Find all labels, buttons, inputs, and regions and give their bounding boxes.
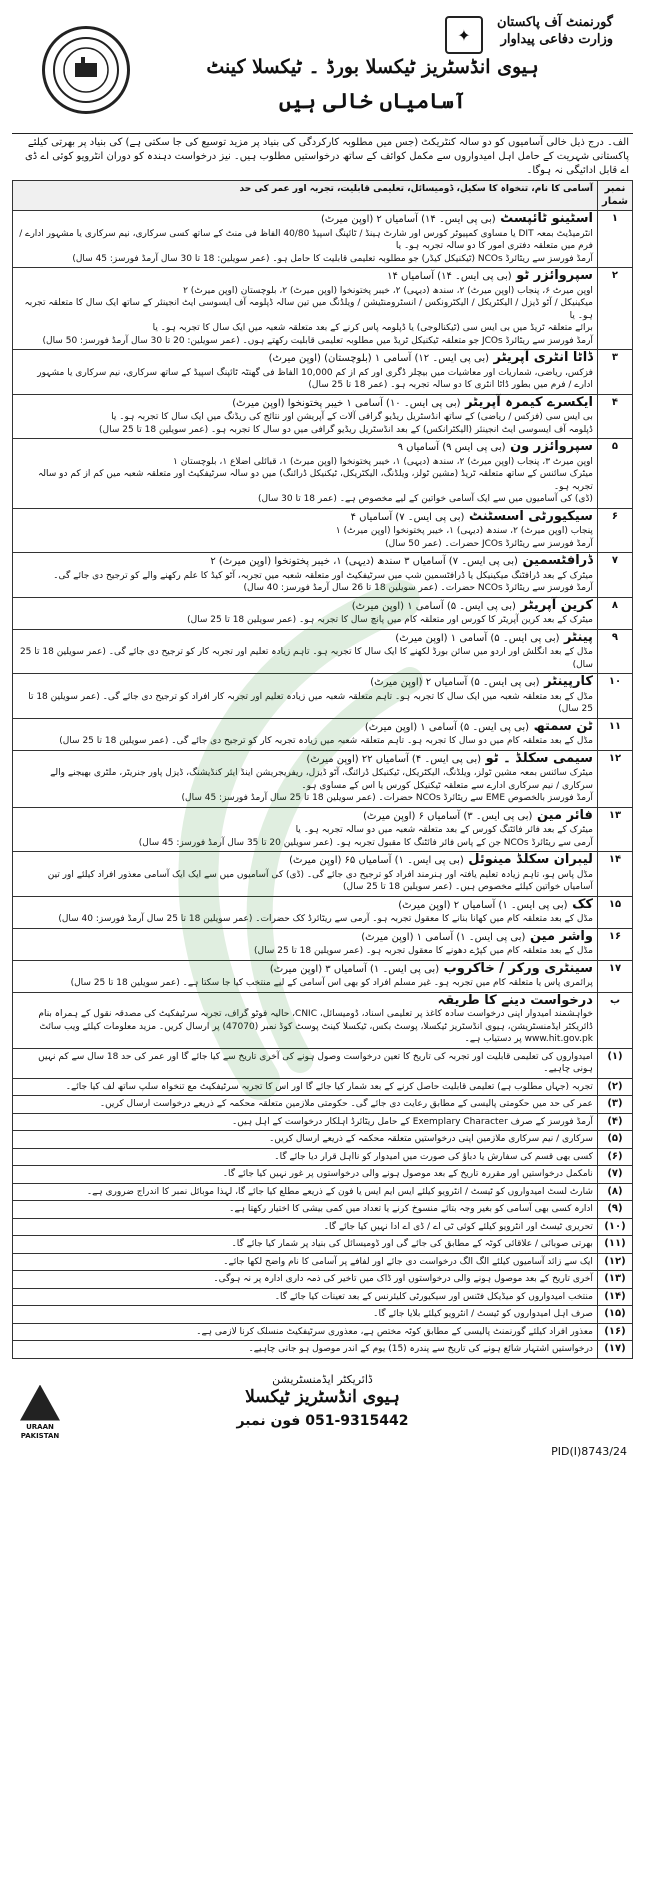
procedure-point-number: (۳) (597, 1096, 632, 1114)
gov-line-2: وزارت دفاعی پیداوار (500, 32, 613, 47)
header-no: نمبر شمار (597, 181, 632, 211)
procedure-point-text: تحریری ٹیسٹ اور انٹرویو کیلئے کوئی ٹی اے / ڈی اے ادا نہیں کیا جائے گا۔ (13, 1218, 598, 1236)
procedure-point-number: (۱۱) (597, 1236, 632, 1254)
post-number: ۴ (597, 394, 632, 439)
phone-label: فون نمبر (236, 1412, 301, 1429)
post-requirement: پرائمری پاس یا متعلقہ کام میں تجربہ ہو۔ غیر مسلم افراد کو بھی اس آسامی کے لیے منتخب کیا جا سکتا ہے۔ (عمر سویلین 18 تا 25 سال) (70, 978, 593, 988)
procedure-point-number: (۱۶) (597, 1323, 632, 1341)
post-scale: (بی پی ایس۔ ۵) آسامی ۱ (اوپن میرٹ) (351, 600, 516, 612)
footer (12, 1363, 633, 1471)
uraan-logo-icon (20, 1385, 60, 1421)
post-number: ۲ (597, 268, 632, 350)
header-details: آسامی کا نام، تنخواہ کا سکیل، ڈومیسائل، تعلیمی قابلیت، تجربہ اور عمر کی حد (13, 181, 598, 211)
post-name (17, 213, 593, 227)
post-name (17, 352, 593, 366)
post-name (17, 960, 593, 977)
post-row (13, 508, 633, 553)
post-row (13, 928, 633, 960)
post-requirement: آرمڈ فورسز بالخصوص EME سے ریٹائرڈ NCOs حضرات۔ (عمر سویلین 18 تا 25 سال آرمڈ فورسز: 45 سال) (181, 793, 593, 803)
phone-line (162, 1413, 483, 1429)
hit-emblem-icon (42, 26, 130, 114)
procedure-point-number: (۱۵) (597, 1306, 632, 1324)
page-subtitle: آسامیاں خالی ہیں (279, 88, 466, 113)
post-row (13, 597, 633, 629)
post-title: فائر مین (536, 807, 593, 823)
procedure-point-row (13, 1306, 633, 1324)
post-row (13, 394, 633, 439)
post-requirement: مڈل کے بعد متعلقہ کام میں دو سال کا تجربہ ہو۔ تاہم متعلقہ شعبہ میں زیادہ تجربہ کار کو ترجیح دی جائے گی۔ (عمر سویلین 18 تا 25 سال) (59, 736, 593, 746)
post-scale: (بی پی ایس۔ ۵) آسامیاں ۲ (اوپن میرٹ) (370, 677, 540, 688)
post-scale: (بی پی ایس ۹) آسامیاں ۹ (397, 442, 506, 453)
posts-table (12, 180, 633, 1359)
post-row (13, 807, 633, 852)
post-number: ۱۱ (597, 718, 632, 750)
post-name (17, 270, 593, 284)
procedure-point-row (13, 1288, 633, 1306)
post-requirement: اوپن میرٹ ۳، پنجاب (اوپن میرٹ) ۲، سندھ (دیہی) ۱، خیبر پختونخوا (اوپن میرٹ) ۱، قبائلی اضلاع ۱، بلوچستان ۱ (173, 456, 593, 467)
post-requirement: میٹرک سائنس کے ساتھ متعلقہ ٹریڈ (مشین ٹولز، ویلڈنگ، الیکٹریکل، ٹیکنیکل ڈرائنگ) میں دو سالہ سرٹیفکیٹ اور متعلقہ شعبہ میں کم از کم دو سالہ تجربہ ہو۔ (38, 469, 593, 492)
post-requirement: اوپن میرٹ ۶، پنجاب (اوپن میرٹ) ۲، سندھ (دیہی) ۲، خیبر پختونخوا (اوپن میرٹ) ۲، بلوچستان (اوپن میرٹ) ۲ (183, 285, 593, 296)
post-row (13, 268, 633, 350)
post-row (13, 629, 633, 674)
procedure-title: درخواست دینے کا طریقہ (437, 992, 593, 1008)
post-details (13, 629, 598, 674)
post-details (13, 350, 598, 395)
post-name (17, 854, 593, 868)
post-requirement: برائے متعلقہ ٹریڈ میں بی ایس سی (ٹیکنالوجی) یا ڈپلومہ پاس کرنے کے بعد متعلقہ شعبہ میں ایک سال کا تجربہ ہو۔ یا (152, 323, 593, 333)
post-requirement: آرمڈ فورسز سے ریٹائرڈ JCOs جو متعلقہ ٹیکنیکل ٹریڈ میں مطلوبہ تعلیمی قابلیت رکھتے ہوں۔ (عمر سویلین: 20 تا 30 سال آرمڈ فورسز: 50 سال) (42, 335, 593, 346)
post-name (17, 750, 593, 767)
post-scale: (بی پی ایس۔ ۱) آسامیاں ۶۵ (اوپن میرٹ) (289, 855, 464, 866)
procedure-point-text: بھرتی صوبائی / علاقائی کوٹہ کے مطابق کی جائے گی اور ڈومیسائل کی بنیاد پر شمار کیا جائے گا۔ (13, 1236, 598, 1254)
post-scale: (بی پی ایس۔ ۴) آسامیاں ۲۲ (اوپن میرٹ) (306, 753, 482, 765)
procedure-point-row (13, 1148, 633, 1166)
post-requirement: مڈل کے بعد متعلقہ کام میں کھانا بنانے کا معقول تجربہ ہو۔ آرمی سے ریٹائرڈ کک حضرات۔ (عمر سویلین 18 تا 25 سال آرمڈ فورسز: 40 سال) (58, 914, 593, 924)
phone-number: 051-9315442 (305, 1412, 409, 1429)
post-scale: (بی پی ایس۔ ۱) آسامی ۱ (اوپن میرٹ) (361, 931, 526, 943)
post-name (17, 807, 593, 824)
post-scale: (بی پی ایس۔ ۱۴) آسامیاں ۲ (اوپن میرٹ) (320, 214, 496, 225)
intro-text: الف۔ درج ذیل خالی آسامیوں کو دو سالہ کنٹریکٹ (جس میں مطلوبہ کارکردگی کی بنیاد پر مزید توسیع کی جا سکتی ہے) کی بنیاد پر بھرتی کیلئے پاکستانی شہریت کے حامل اہل امیدواروں سے مکمل کوائف کے ساتھ درخواستیں مطلوب ہیں۔ نیز درخواست دہندہ کو دوران انٹرویو کوئی اے ڈی اے قابل ادائیگی نہ ہوگا۔ (12, 133, 633, 180)
government-crest-icon: ✦ (445, 16, 483, 54)
post-number: ۱۴ (597, 852, 632, 897)
post-details (13, 852, 598, 897)
procedure-label: ب (597, 992, 632, 1048)
procedure-point-number: (۱۳) (597, 1271, 632, 1289)
post-name (17, 597, 593, 614)
post-requirement: آرمی سے ریٹائرڈ NCOs جن کے پاس فائر فائٹنگ کا مقبول تجربہ ہو۔ (عمر سویلین 20 تا 35 سال آرمڈ فورسز: 45 سال) (138, 837, 593, 848)
post-name (17, 555, 593, 569)
post-number: ۱۶ (597, 928, 632, 960)
post-number: ۳ (597, 350, 632, 395)
post-title: پینٹر (564, 629, 593, 645)
procedure-point-text: ادارہ کسی بھی آسامی کو بغیر وجہ بتائے منسوخ کرنے یا تعداد میں کمی بیشی کا اختیار رکھتا ہے۔ (13, 1201, 598, 1219)
post-title: ڈاٹا انٹری آپریٹر (493, 350, 593, 365)
post-row (13, 960, 633, 992)
post-requirement: میٹرک سائنس بمعہ مشین ٹولز، ویلڈنگ، الیکٹریکل، ٹیکنیکل ڈرائنگ، آٹو ڈیزل، ریفریجریشن اینڈ ایئر کنڈیشنگ، ڈیزل پاور جنریٹر، ملٹری بھیجنے والے سرکاری / نیم سرکاری ادارے سے متعلقہ ٹیکنیکل کورس یا اس کے مساوی ہو۔ (50, 768, 593, 791)
procedure-point-text: ایک سے زائد آسامیوں کیلئے الگ الگ درخواست دی جائے اور لفافے پر آسامی کا نام واضح لکھا جائے۔ (13, 1253, 598, 1271)
procedure-point-row (13, 1048, 633, 1078)
post-requirement: مڈل کے بعد متعلقہ کام میں کپڑے دھونے کا معقول تجربہ ہو۔ (عمر سویلین 18 تا 25 سال) (254, 946, 593, 956)
post-number: ۱ (597, 211, 632, 268)
post-details (13, 896, 598, 928)
post-details (13, 394, 598, 439)
post-scale: (بی پی ایس۔ ۳) آسامیاں ۶ (اوپن میرٹ) (363, 810, 533, 822)
post-title: سیمی سکلڈ ۔ ٹو (485, 750, 593, 766)
post-row (13, 750, 633, 807)
post-name (17, 441, 593, 455)
procedure-point-row (13, 1236, 633, 1254)
post-details (13, 211, 598, 268)
procedure-point-text: آرمڈ فورسز کے صرف Exemplary Character کے حامل ریٹائرڈ اہلکار درخواست کے اہل ہیں۔ (13, 1113, 598, 1131)
procedure-row (13, 992, 633, 1048)
post-requirement: آرمڈ فورسز سے ریٹائرڈ NCOs حضرات۔ (عمر سویلین 18 تا 26 سال آرمڈ فورسز: 40 سال) (243, 583, 593, 593)
procedure-intro: خواہشمند امیدوار اپنی درخواست سادہ کاغذ پر تعلیمی اسناد، ڈومیسائل، CNIC، حالیہ فوٹو گراف، تجربہ سرٹیفکیٹ کی مصدقہ نقول کے ہمراہ بنام ڈائریکٹر ایڈمنسٹریشن، ہیوی انڈسٹریز ٹیکسلا، پوسٹ بکس، ٹیکسلا کینٹ پوسٹ کوڈ نمبر (47070) پر ارسال کریں۔ مزید معلومات کیلئے ویب سائٹ www.hit.gov.pk پر دستیاب ہے۔ (38, 1009, 593, 1044)
post-title: سیکیورٹی اسسٹنٹ (468, 508, 593, 524)
procedure-point-row (13, 1218, 633, 1236)
post-number: ۱۳ (597, 807, 632, 852)
procedure-point-text: درخواستیں اشتہار شائع ہونے کی تاریخ سے پندرہ (15) یوم کے اندر موصول ہو جانی چاہیے۔ (13, 1341, 598, 1359)
logo-top-text: URAAN (26, 1422, 54, 1431)
post-title: سپروائزر ون (510, 439, 593, 454)
procedure-point-text: نامکمل درخواستیں اور مقررہ تاریخ کے بعد موصول ہونے والی درخواستوں پر غور نہیں کیا جائے گا۔ (13, 1166, 598, 1184)
post-title: کرین آپریٹر (520, 597, 593, 613)
post-title: واشر مین (529, 928, 593, 944)
procedure-point-text: شارٹ لسٹ امیدواروں کو ٹیسٹ / انٹرویو کیلئے ایس ایم ایس یا فون کے ذریعے مطلع کیا جائے گا، لہذا موبائل نمبر کا اندراج ضروری ہے۔ (13, 1183, 598, 1201)
post-title: ڈرافٹسمین (522, 553, 593, 568)
procedure-point-number: (۹) (597, 1201, 632, 1219)
post-row (13, 718, 633, 750)
page-title: ہیوی انڈسٹریز ٹیکسلا بورڈ ۔ ٹیکسلا کینٹ (206, 56, 539, 78)
procedure-point-text: عمر کی حد میں حکومتی پالیسی کے مطابق رعایت دی جائے گی۔ حکومتی ملازمین متعلقہ محکمہ کے ذریعے درخواست ارسال کریں۔ (13, 1096, 598, 1114)
post-requirement: آرمڈ فورسز سے ریٹائرڈ NCOs (ٹیکنیکل کیڈر) جو مطلوبہ تعلیمی قابلیت کا حامل ہو۔ (عمر سویلین: 18 تا 30 سال آرمڈ فورسز: 45 سال) (72, 253, 593, 264)
post-scale: (بی پی ایس۔ ۱۴) آسامیاں ۱۴ (387, 271, 512, 282)
procedure-point-number: (۲) (597, 1078, 632, 1096)
post-requirement: (ڈی) کی آسامیوں میں سے ایک آسامی خواتین کے لیے مخصوص ہے۔ (عمر 18 تا 30 سال) (257, 494, 593, 504)
post-details (13, 553, 598, 598)
post-requirement: بی ایس سی (فزکس / ریاضی) کے ساتھ انڈسٹریل ریڈیو گرافی آلات کے آپریشن اور نتائج کی ریڈنگ میں ایک سال کا تجربہ ہو۔ یا (111, 412, 593, 422)
post-title: سینٹری ورکر / خاکروب (443, 960, 593, 976)
procedure-point-number: (۴) (597, 1113, 632, 1131)
post-details (13, 928, 598, 960)
post-number: ۱۷ (597, 960, 632, 992)
procedure-point-number: (۸) (597, 1183, 632, 1201)
procedure-point-text: صرف اہل امیدواروں کو ٹیسٹ / انٹرویو کیلئے بلایا جائے گا۔ (13, 1306, 598, 1324)
procedure-point-text: سرکاری / نیم سرکاری ملازمین اپنی درخواستیں متعلقہ محکمہ کے ذریعے ارسال کریں۔ (13, 1131, 598, 1149)
procedure-point-row (13, 1323, 633, 1341)
procedure-point-row (13, 1078, 633, 1096)
government-title (497, 14, 613, 48)
post-name (17, 508, 593, 525)
post-requirement: مڈل کے بعد متعلقہ شعبہ میں ایک سال کا تجربہ ہو۔ تاہم متعلقہ شعبہ میں زیادہ تعلیم اور تجربہ کار افراد کو ترجیح دی جائے گی۔ (عمر سویلین 18 تا 25 سال) (28, 691, 593, 714)
procedure-point-number: (۱۷) (597, 1341, 632, 1359)
procedure-point-number: (۱۲) (597, 1253, 632, 1271)
post-requirement: میٹرک کے بعد ڈرافٹنگ میکینیکل یا ڈرافٹسمین شپ میں سرٹیفکیٹ اور متعلقہ شعبہ میں تجربہ، آٹو کیڈ کا علم رکھنے والے کو ترجیح دی جائے گی۔ (53, 570, 593, 581)
post-scale: (بی پی ایس۔ ۵) آسامی ۱ (اوپن میرٹ) (364, 721, 530, 733)
post-title: اسٹینو ٹائپسٹ (500, 211, 593, 226)
post-details (13, 960, 598, 992)
post-requirement: میٹرک کے بعد فائر فائٹنگ کورس کے بعد متعلقہ شعبہ میں دو سالہ تجربہ ہو۔ یا (295, 825, 593, 835)
post-scale: (بی پی ایس۔ ۵) آسامی ۱ (اوپن میرٹ) (395, 632, 560, 644)
post-details (13, 268, 598, 350)
post-details (13, 439, 598, 509)
post-number: ۱۰ (597, 674, 632, 719)
post-row (13, 350, 633, 395)
post-number: ۷ (597, 553, 632, 598)
procedure-point-number: (۱۰) (597, 1218, 632, 1236)
pid-number: PID(I)8743/24 (551, 1444, 627, 1458)
procedure-point-row (13, 1201, 633, 1219)
post-scale: (بی پی ایس۔ ۱) آسامیاں ۳ (اوپن میرٹ) (269, 963, 440, 975)
post-title: سپروائزر ٹو (516, 268, 593, 283)
post-scale: (بی پی ایس۔ ۷) آسامیاں ۴ (350, 511, 465, 523)
post-requirement: میکینیکل / آٹو ڈیزل / الیکٹریکل / الیکٹرونکس / انسٹرومنٹیشن / ویلڈنگ میں تین سالہ ڈپلومہ آف ایسوسی ایٹ انجینئر کے ساتھ ایک سال کا متعلقہ تجربہ ہو۔ یا (24, 298, 593, 321)
post-title: ایکسرے کیمرہ آپریٹر (465, 394, 593, 410)
post-scale: (بی پی ایس۔ ۱) آسامیاں ۲ (اوپن میرٹ) (398, 899, 568, 911)
procedure-details (13, 992, 598, 1048)
post-row (13, 211, 633, 268)
post-requirement: میٹرک کے بعد کرین آپریٹر کا کورس اور متعلقہ کام میں پانچ سال کا تجربہ ہو۔ (عمر سویلین 18 تا 25 سال) (187, 615, 593, 625)
post-requirement: ڈپلومہ آف ایسوسی ایٹ انجینئر (الیکٹرانکس) کے بعد انڈسٹریل ریڈیو گرافی میں دو سال کا تجربہ ہو۔ (عمر سویلین 18 تا 25 سال) (99, 424, 593, 435)
post-row (13, 852, 633, 897)
post-row (13, 439, 633, 509)
post-name (17, 676, 593, 690)
procedure-point-text: کسی بھی قسم کی سفارش یا دباؤ کی صورت میں امیدوار کو نااہل قرار دیا جائے گا۔ (13, 1148, 598, 1166)
post-number: ۹ (597, 629, 632, 674)
post-title: لیبران سکلڈ مینوئل (468, 852, 593, 867)
post-requirement: مڈل پاس ہو، تاہم زیادہ تعلیم یافتہ اور ہنرمند افراد کو ترجیح دی جائے گی۔ (ڈی) کی آسامیوں میں سے ایک ایک آسامی معذور افراد کیلئے اور تین آسامیاں خواتین کیلئے مخصوص ہیں۔ (عمر سویلین 18 تا 25 سال) (47, 869, 593, 892)
procedure-point-number: (۱۴) (597, 1288, 632, 1306)
post-requirement: مڈل کے بعد انگلش اور اردو میں سائن بورڈ لکھنے کا ایک سال کا تجربہ ہو۔ تاہم زیادہ تعلیم اور تجربہ کار کو ترجیح دی جائے گی۔ (عمر سویلین 18 تا 25 سال) (19, 647, 593, 670)
post-title: کک (572, 896, 593, 912)
organization: ہیوی انڈسٹریز ٹیکسلا (245, 1386, 400, 1407)
post-details (13, 597, 598, 629)
procedure-point-row (13, 1341, 633, 1359)
post-row (13, 674, 633, 719)
gov-line-1: گورنمنٹ آف پاکستان (497, 15, 613, 30)
post-name (17, 394, 593, 411)
procedure-point-text: آخری تاریخ کے بعد موصول ہونے والی درخواستوں اور ڈاک میں تاخیر کی ذمہ داری ادارہ پر نہ ہوگی۔ (13, 1271, 598, 1289)
post-requirement: انٹرمیڈیٹ بمعہ DIT یا مساوی کمپیوٹر کورس اور شارٹ ہینڈ / ٹائپنگ اسپیڈ 40/80 الفاظ فی منٹ کے ساتھ کسی سرکاری، نیم سرکاری یا مشہور ادارے / فرم میں متعلقہ دفتری امور کا دو سالہ تجربہ ہو۔ یا (19, 228, 593, 251)
signature-block (162, 1373, 483, 1429)
post-title: کارپینٹر (544, 674, 593, 689)
header (12, 8, 633, 133)
uraan-pakistan-logo (16, 1385, 64, 1445)
post-details (13, 508, 598, 553)
procedure-point-text: معذور افراد کیلئے گورنمنٹ پالیسی کے مطابق کوٹہ مختص ہے، معذوری سرٹیفکیٹ منسلک کرنا لازمی ہے۔ (13, 1323, 598, 1341)
procedure-point-row (13, 1096, 633, 1114)
procedure-point-text: امیدواروں کی تعلیمی قابلیت اور تجربہ کی تاریخ کا تعین درخواست وصول ہونے کی آخری تاریخ سے کیا جائے گا اور عمر کی حد 18 سال سے کم نہیں ہونی چاہیے۔ (13, 1048, 598, 1078)
post-details (13, 674, 598, 719)
procedure-point-number: (۵) (597, 1131, 632, 1149)
procedure-point-row (13, 1131, 633, 1149)
post-requirement: فزکس، ریاضی، شماریات اور معاشیات میں بیچلر ڈگری اور کم از کم 10,000 الفاظ فی گھنٹہ ٹائپنگ اسپیڈ کے ساتھ سرکاری، نیم سرکاری یا مشہور ادارے / فرم میں بطور ڈاٹا انٹری کا دو سالہ تجربہ ہو۔ (عمر 18 تا 25 سال) (37, 367, 593, 390)
post-scale: (بی پی ایس۔ ۱۰) آسامی ۱ خیبر پختونخوا (اوپن میرٹ) (232, 397, 461, 409)
post-title: ٹن سمتھ (533, 718, 593, 734)
post-name (17, 718, 593, 735)
post-number: ۵ (597, 439, 632, 509)
procedure-point-row (13, 1166, 633, 1184)
table-header-row (13, 181, 633, 211)
post-scale: (بی پی ایس۔ ۷) آسامیاں ۳ سندھ (دیہی) ۱، خیبر پختونخوا (اوپن میرٹ) ۲ (210, 556, 518, 567)
logo-bottom-text: PAKISTAN (20, 1431, 60, 1440)
procedure-point-number: (۱) (597, 1048, 632, 1078)
post-requirement: پنجاب (اوپن میرٹ) ۲، سندھ (دیہی) ۱، خیبر پختونخوا (اوپن میرٹ) ۱ (335, 526, 593, 536)
designation: ڈائریکٹر ایڈمنسٹریشن (272, 1372, 373, 1386)
post-name (17, 629, 593, 646)
post-number: ۱۲ (597, 750, 632, 807)
post-details (13, 807, 598, 852)
post-number: ۶ (597, 508, 632, 553)
post-row (13, 553, 633, 598)
post-scale: (بی پی ایس۔ ۱۲) آسامی ۱ (بلوچستان) (اوپن میرٹ) (268, 353, 489, 364)
procedure-point-number: (۷) (597, 1166, 632, 1184)
post-details (13, 750, 598, 807)
procedure-point-row (13, 1183, 633, 1201)
procedure-point-row (13, 1113, 633, 1131)
procedure-point-row (13, 1253, 633, 1271)
post-name (17, 928, 593, 945)
post-requirement: آرمڈ فورسز سے ریٹائرڈ JCOs حضرات۔ (عمر 50 سال) (385, 538, 593, 549)
post-details (13, 718, 598, 750)
procedure-point-row (13, 1271, 633, 1289)
procedure-point-text: تجربہ (جہاں مطلوب ہے) تعلیمی قابلیت حاصل کرنے کے بعد شمار کیا جائے گا اور اس کا تجربہ سرٹیفکیٹ مع تنخواہ سلپ ساتھ لف کیا جائے۔ (13, 1078, 598, 1096)
post-number: ۸ (597, 597, 632, 629)
post-name (17, 896, 593, 913)
post-row (13, 896, 633, 928)
procedure-point-text: منتخب امیدواروں کو میڈیکل فٹنس اور سیکیورٹی کلیئرنس کے بعد تعینات کیا جائے گا۔ (13, 1288, 598, 1306)
post-number: ۱۵ (597, 896, 632, 928)
procedure-point-number: (۶) (597, 1148, 632, 1166)
